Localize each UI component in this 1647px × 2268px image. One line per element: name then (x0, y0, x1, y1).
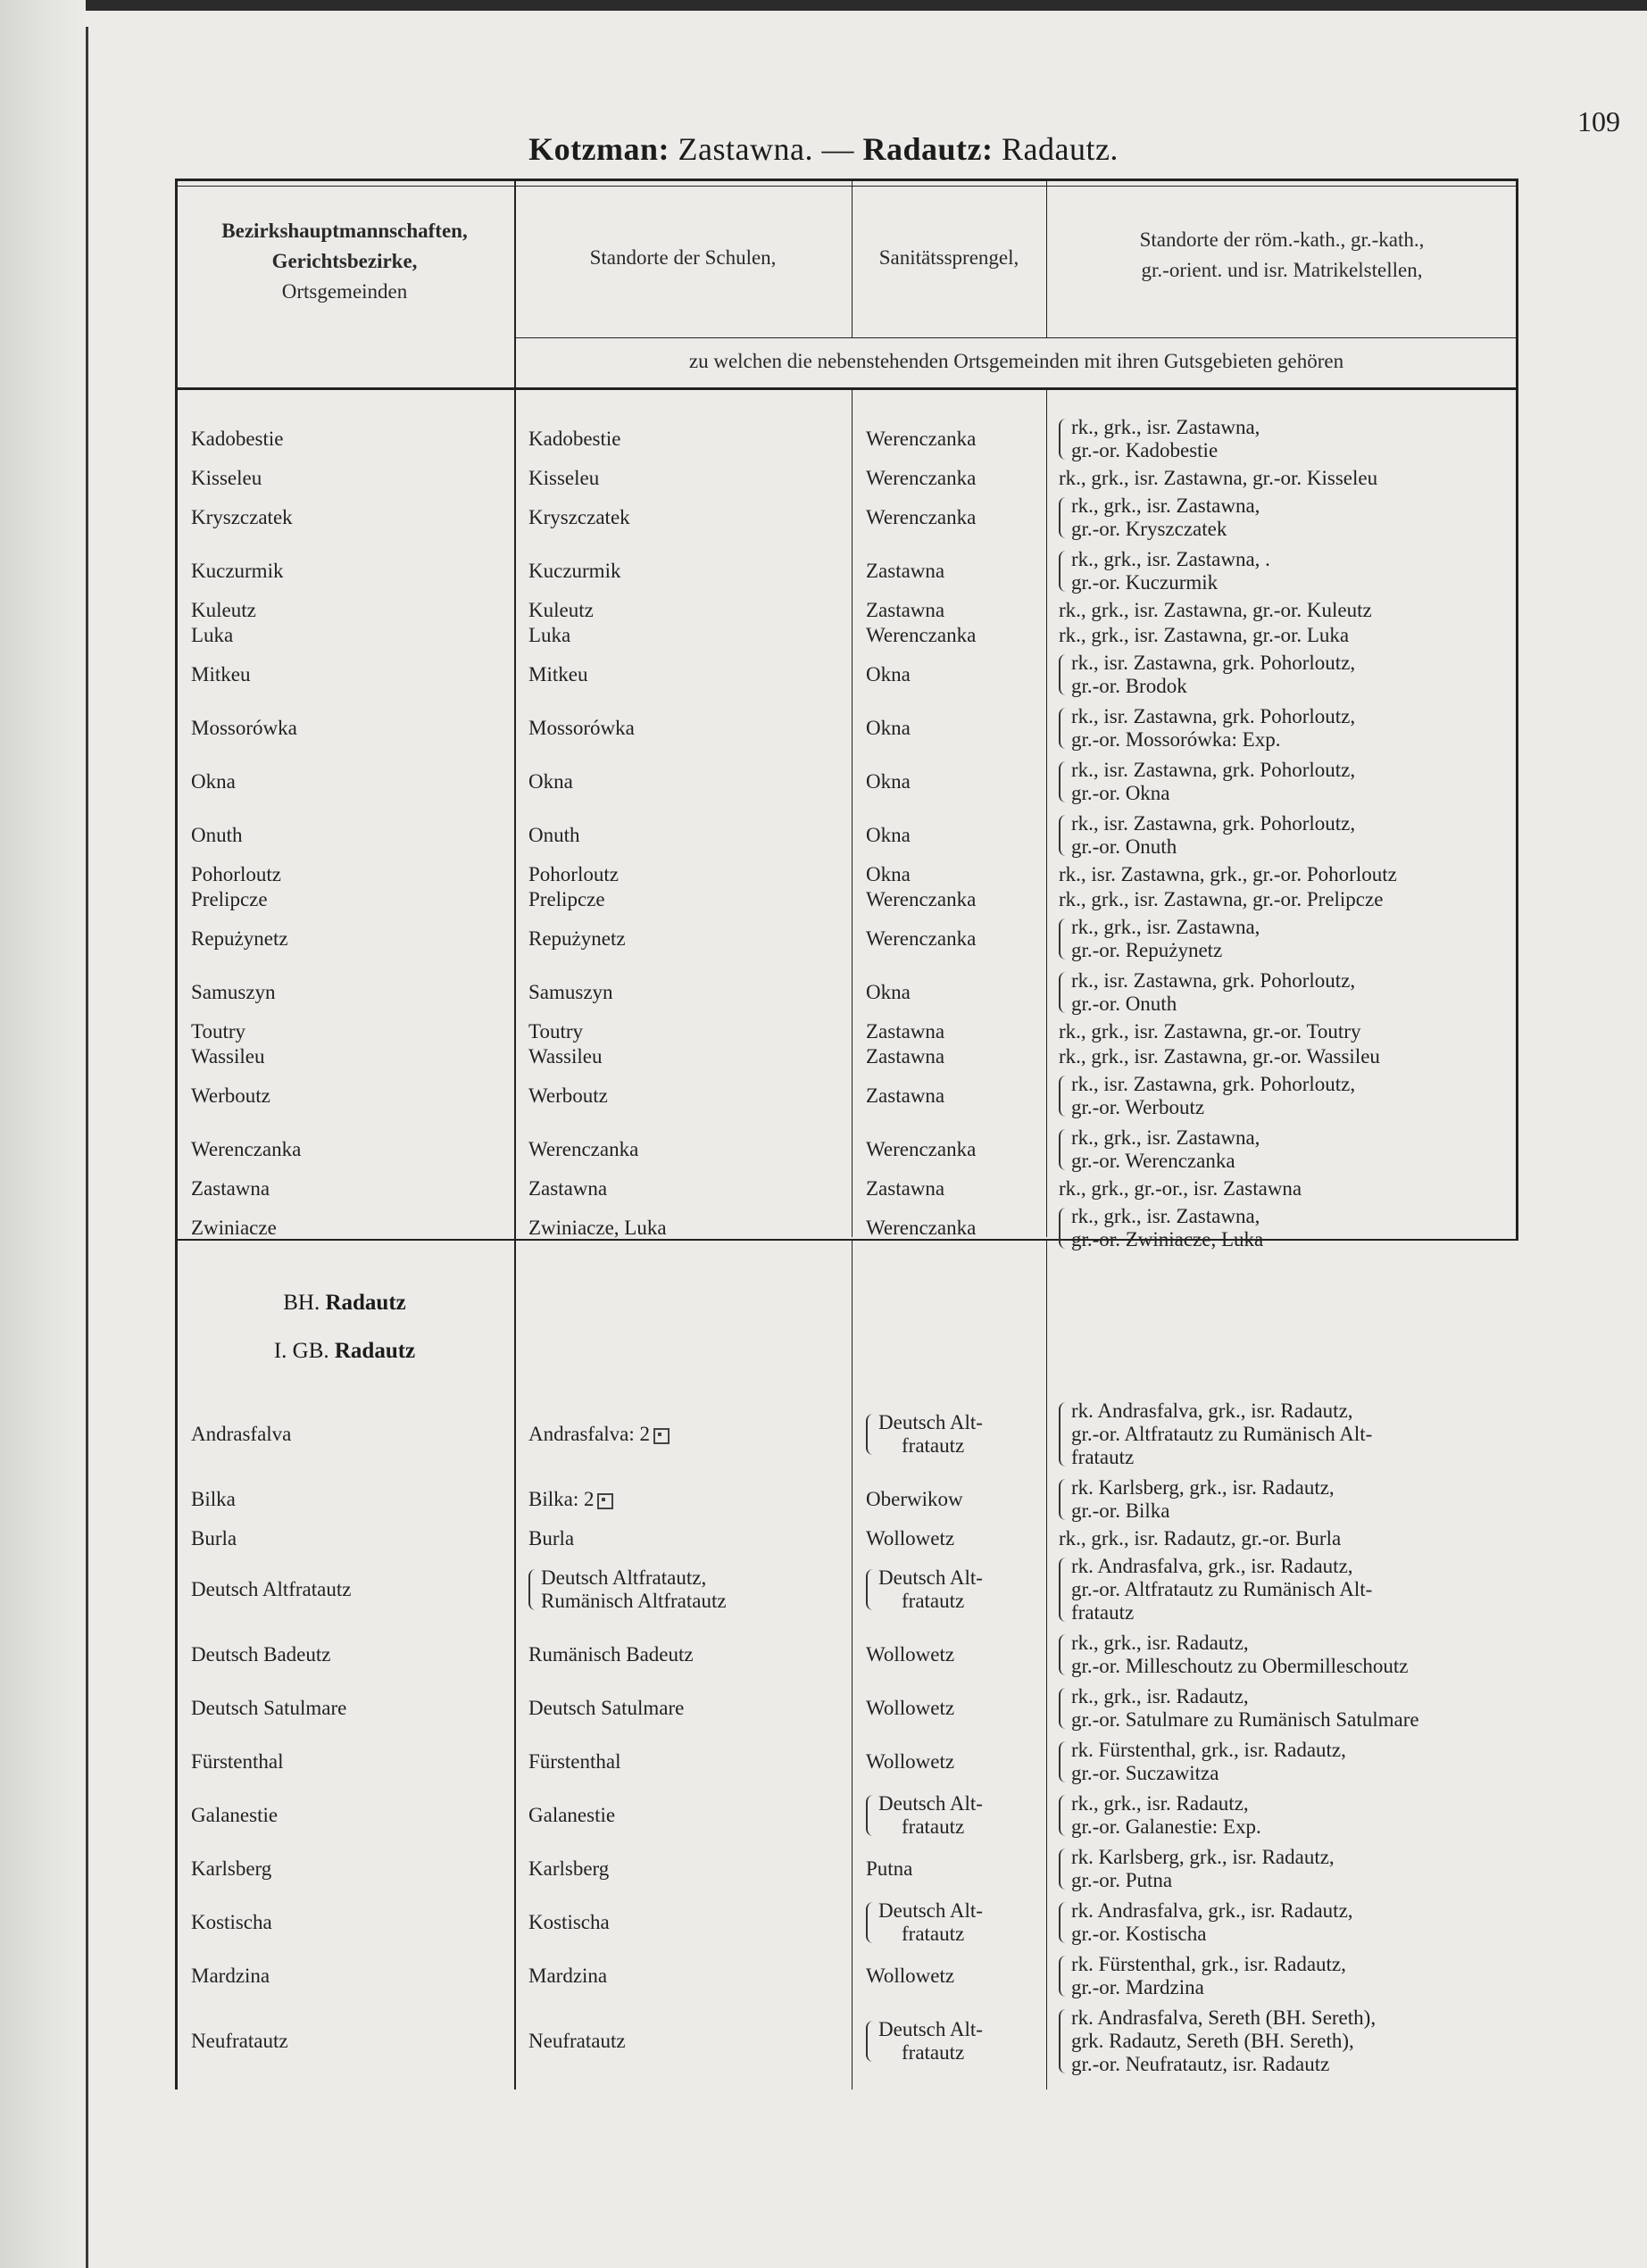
school-location: Karlsberg (528, 1857, 610, 1880)
school-location: Deutsch Satulmare (528, 1697, 685, 1719)
school-location: Luka (528, 624, 571, 646)
school-location: Mitkeu (528, 663, 588, 685)
page-title (0, 130, 1647, 168)
school-location: Prelipcze (528, 888, 605, 910)
sanitary-district: Deutsch Alt- fratautz (866, 1411, 983, 1458)
header-col-sanitary: Sanitätssprengel, (878, 246, 1019, 269)
title-court-2: Radautz. (1001, 131, 1119, 167)
registry-locations: rk., isr. Zastawna, grk. Pohorloutz, gr.-or. Werboutz (1059, 1073, 1355, 1119)
registry-locations: rk., isr. Zastawna, grk. Pohorloutz, gr.-or. Okna (1059, 759, 1355, 805)
sanitary-district: Okna (866, 824, 911, 846)
municipality-name: Deutsch Altfratautz (191, 1578, 352, 1600)
school-location: Zwiniacze, Luka (528, 1217, 667, 1239)
registry-locations: rk. Fürstenthal, grk., isr. Radautz, gr.-or. Suczawitza (1059, 1739, 1346, 1785)
sanitary-district: Zastawna (866, 1084, 945, 1107)
sanitary-district: Wollowetz (866, 1697, 955, 1719)
sanitary-district: Okna (866, 863, 911, 885)
registry-locations: rk., grk., isr. Radautz, gr.-or. Milleschoutz zu Obermilleschoutz (1059, 1632, 1409, 1678)
municipality-name: Karlsberg (191, 1857, 272, 1880)
municipality-name: Pohorloutz (191, 863, 281, 885)
municipality-name: Neufratautz (191, 2030, 288, 2052)
registry-locations: rk., grk., isr. Zastawna, . gr.-or. Kuczurmik (1059, 548, 1270, 594)
school-location: Bilka: 2 (528, 1488, 613, 1511)
sanitary-district: Zastawna (866, 1177, 945, 1200)
registry-locations: rk. Fürstenthal, grk., isr. Radautz, gr.-or. Mardzina (1059, 1953, 1346, 1999)
registry-locations: rk., grk., isr. Zastawna, gr.-or. Prelipcze (1059, 888, 1384, 910)
sanitary-district: Wollowetz (866, 1527, 955, 1549)
municipality-name: Kostischa (191, 1911, 272, 1933)
table-top-rule-thin (175, 186, 1518, 187)
school-location: Kostischa (528, 1911, 610, 1933)
municipality-name: Werboutz (191, 1084, 270, 1107)
page-number: 109 (1577, 105, 1620, 137)
registry-locations: rk., grk., isr. Zastawna, gr.-or. Kuleutz (1059, 599, 1372, 621)
title-dash: — (821, 131, 854, 167)
registry-locations: rk., grk., isr. Zastawna, gr.-or. Toutry (1059, 1020, 1361, 1043)
registry-locations: rk., grk., gr.-or., isr. Zastawna (1059, 1177, 1302, 1200)
sanitary-district: Okna (866, 717, 911, 739)
registry-locations: rk., grk., isr. Zastawna, gr.-or. Kadobestie (1059, 416, 1260, 462)
municipality-name: Kryszczatek (191, 506, 293, 528)
section-subtitle-radautz: I. GB. Radautz (273, 1339, 416, 1363)
subheader-rule (514, 337, 1518, 338)
register-table (175, 179, 1518, 2089)
column-rule-right (1516, 179, 1518, 1241)
school-location: Zastawna (528, 1177, 608, 1200)
school-location: Werenczanka (528, 1138, 639, 1160)
municipality-name: Mardzina (191, 1965, 270, 1987)
header-col-registries: Standorte der röm.-kath., gr.-kath., gr.-orient. und isr. Matrikelstellen, (1139, 228, 1425, 281)
column-rule-2-a (852, 389, 853, 1237)
sanitary-district: Wollowetz (866, 1965, 955, 1987)
municipality-name: Zastawna (191, 1177, 270, 1200)
header-bottom-rule (175, 387, 1518, 390)
sanitary-district: Deutsch Alt- fratautz (866, 1792, 983, 1839)
school-location: Toutry (528, 1020, 583, 1043)
municipality-name: Fürstenthal (191, 1750, 284, 1773)
page-gutter (0, 0, 86, 2268)
school-location: Burla (528, 1527, 575, 1549)
column-rule-1 (514, 179, 516, 2089)
school-location: Pohorloutz (528, 863, 619, 885)
school-location: Repużynetz (528, 927, 626, 950)
registry-locations: rk., grk., isr. Zastawna, gr.-or. Kryszczatek (1059, 494, 1260, 541)
municipality-name: Wassileu (191, 1045, 265, 1068)
section-title-radautz: BH. Radautz (283, 1291, 406, 1315)
registry-locations: rk. Andrasfalva, grk., isr. Radautz, gr.-or. Altfratautz zu Rumänisch Alt- fratautz (1059, 1400, 1372, 1469)
municipality-name: Repużynetz (191, 927, 288, 950)
sanitary-district: Zastawna (866, 1020, 945, 1043)
school-location: Mardzina (528, 1965, 608, 1987)
municipality-name: Bilka (191, 1488, 236, 1510)
registry-locations: rk. Andrasfalva, grk., isr. Radautz, gr.-or. Altfratautz zu Rumänisch Alt- fratautz (1059, 1555, 1372, 1624)
municipality-name: Kuleutz (191, 599, 256, 621)
title-district-1: Kotzman: (528, 131, 670, 167)
school-building-icon (597, 1493, 613, 1509)
sanitary-district: Okna (866, 981, 911, 1003)
registry-locations: rk., grk., isr. Zastawna, gr.-or. Werenczanka (1059, 1126, 1260, 1173)
sanitary-district: Deutsch Alt- fratautz (866, 1899, 983, 1946)
sanitary-district: Werenczanka (866, 1138, 977, 1160)
municipality-name: Andrasfalva (191, 1423, 292, 1445)
sanitary-district: Wollowetz (866, 1750, 955, 1773)
municipality-name: Kadobestie (191, 428, 284, 450)
registry-locations: rk., grk., isr. Zastawna, gr.-or. Repużynetz (1059, 916, 1260, 962)
school-location: Werboutz (528, 1084, 608, 1107)
registry-locations: rk. Andrasfalva, grk., isr. Radautz, gr.-or. Kostischa (1059, 1899, 1353, 1946)
school-location: Rumänisch Badeutz (528, 1643, 694, 1666)
municipality-name: Prelipcze (191, 888, 268, 910)
column-rule-3-a (1046, 389, 1047, 1237)
registry-locations: rk., isr. Zastawna, grk., gr.-or. Pohorloutz (1059, 863, 1397, 885)
sanitary-district: Oberwikow (866, 1488, 963, 1510)
school-location: Wassileu (528, 1045, 603, 1068)
school-location: Andrasfalva: 2 (528, 1423, 670, 1446)
sanitary-district: Werenczanka (866, 428, 977, 450)
municipality-name: Okna (191, 770, 236, 793)
school-location: Deutsch Altfratautz, Rumänisch Altfratautz (528, 1566, 727, 1613)
municipality-name: Burla (191, 1527, 237, 1549)
sanitary-district: Werenczanka (866, 467, 977, 489)
header-col-municipalities: Bezirkshauptmannschaften, Gerichtsbezirke, Ortsgemeinden (221, 220, 468, 303)
column-rule-2-b (852, 1241, 853, 2089)
registry-locations: rk., grk., isr. Radautz, gr.-or. Galanestie: Exp. (1059, 1792, 1261, 1839)
school-location: Fürstenthal (528, 1750, 621, 1773)
sanitary-district: Werenczanka (866, 506, 977, 528)
registry-locations: rk., grk., isr. Zastawna, gr.-or. Zwiniacze, Luka (1059, 1205, 1263, 1251)
sanitary-district: Zastawna (866, 599, 945, 621)
school-location: Neufratautz (528, 2030, 626, 2052)
municipality-name: Werenczanka (191, 1138, 302, 1160)
title-court-1: Zastawna. (678, 131, 813, 167)
school-building-icon (653, 1428, 670, 1444)
municipality-name: Kisseleu (191, 467, 262, 489)
school-location: Kryszczatek (528, 506, 630, 528)
municipality-name: Deutsch Satulmare (191, 1697, 347, 1719)
sanitary-district: Putna (866, 1857, 913, 1880)
column-rule-left (175, 179, 178, 2089)
gutter-rule (86, 27, 88, 2268)
registry-locations: rk. Karlsberg, grk., isr. Radautz, gr.-or. Bilka (1059, 1476, 1335, 1523)
registry-locations: rk., isr. Zastawna, grk. Pohorloutz, gr.-or. Onuth (1059, 969, 1355, 1016)
municipality-name: Deutsch Badeutz (191, 1643, 331, 1666)
municipality-name: Mitkeu (191, 663, 251, 685)
registry-locations: rk., isr. Zastawna, grk. Pohorloutz, gr.-or. Mossorówka: Exp. (1059, 705, 1355, 752)
section-divider (175, 1239, 1518, 1241)
registry-locations: rk., grk., isr. Zastawna, gr.-or. Kisseleu (1059, 467, 1378, 489)
registry-locations: rk. Andrasfalva, Sereth (BH. Sereth), grk. Radautz, Sereth (BH. Sereth), gr.-or. Neufratautz, isr. Radautz (1059, 2006, 1376, 2076)
municipality-name: Luka (191, 624, 234, 646)
title-district-2: Radautz: (862, 131, 994, 167)
registry-locations: rk., grk., isr. Radautz, gr.-or. Satulmare zu Rumänisch Satulmare (1059, 1685, 1419, 1732)
table-top-rule (175, 179, 1518, 181)
registry-locations: rk., grk., isr. Zastawna, gr.-or. Luka (1059, 624, 1350, 646)
sanitary-district: Zastawna (866, 1045, 945, 1068)
sanitary-district: Okna (866, 770, 911, 793)
sanitary-district: Werenczanka (866, 1217, 977, 1239)
sanitary-district: Deutsch Alt- fratautz (866, 2018, 983, 2064)
sanitary-district: Okna (866, 663, 911, 685)
sanitary-district: Deutsch Alt- fratautz (866, 1566, 983, 1613)
municipality-name: Onuth (191, 824, 243, 846)
registry-locations: rk., grk., isr. Zastawna, gr.-or. Wassileu (1059, 1045, 1380, 1068)
school-location: Kuleutz (528, 599, 594, 621)
column-rule-3-b (1046, 1241, 1047, 2089)
school-location: Kisseleu (528, 467, 600, 489)
municipality-name: Kuczurmik (191, 560, 284, 582)
school-location: Kadobestie (528, 428, 621, 450)
school-location: Kuczurmik (528, 560, 621, 582)
sanitary-district: Werenczanka (866, 624, 977, 646)
school-location: Onuth (528, 824, 580, 846)
municipality-name: Toutry (191, 1020, 245, 1043)
header-col-schools: Standorte der Schulen, (589, 246, 777, 269)
municipality-name: Zwiniacze (191, 1217, 277, 1239)
school-location: Samuszyn (528, 981, 613, 1003)
school-location: Mossorówka (528, 717, 635, 739)
sanitary-district: Zastawna (866, 560, 945, 582)
school-location: Okna (528, 770, 573, 793)
sanitary-district: Werenczanka (866, 888, 977, 910)
municipality-name: Samuszyn (191, 981, 276, 1003)
municipality-name: Galanestie (191, 1804, 279, 1826)
registry-locations: rk., isr. Zastawna, grk. Pohorloutz, gr.-or. Onuth (1059, 812, 1355, 859)
municipality-name: Mossorówka (191, 717, 297, 739)
registry-locations: rk., isr. Zastawna, grk. Pohorloutz, gr.-or. Brodok (1059, 652, 1355, 698)
header-subheader: zu welchen die nebenstehenden Ortsgemeinden mit ihren Gutsgebieten gehören (688, 350, 1344, 372)
sanitary-district: Wollowetz (866, 1643, 955, 1666)
school-location: Galanestie (528, 1804, 616, 1826)
registry-locations: rk., grk., isr. Radautz, gr.-or. Burla (1059, 1527, 1342, 1549)
sanitary-district: Werenczanka (866, 927, 977, 950)
registry-locations: rk. Karlsberg, grk., isr. Radautz, gr.-or. Putna (1059, 1846, 1335, 1892)
